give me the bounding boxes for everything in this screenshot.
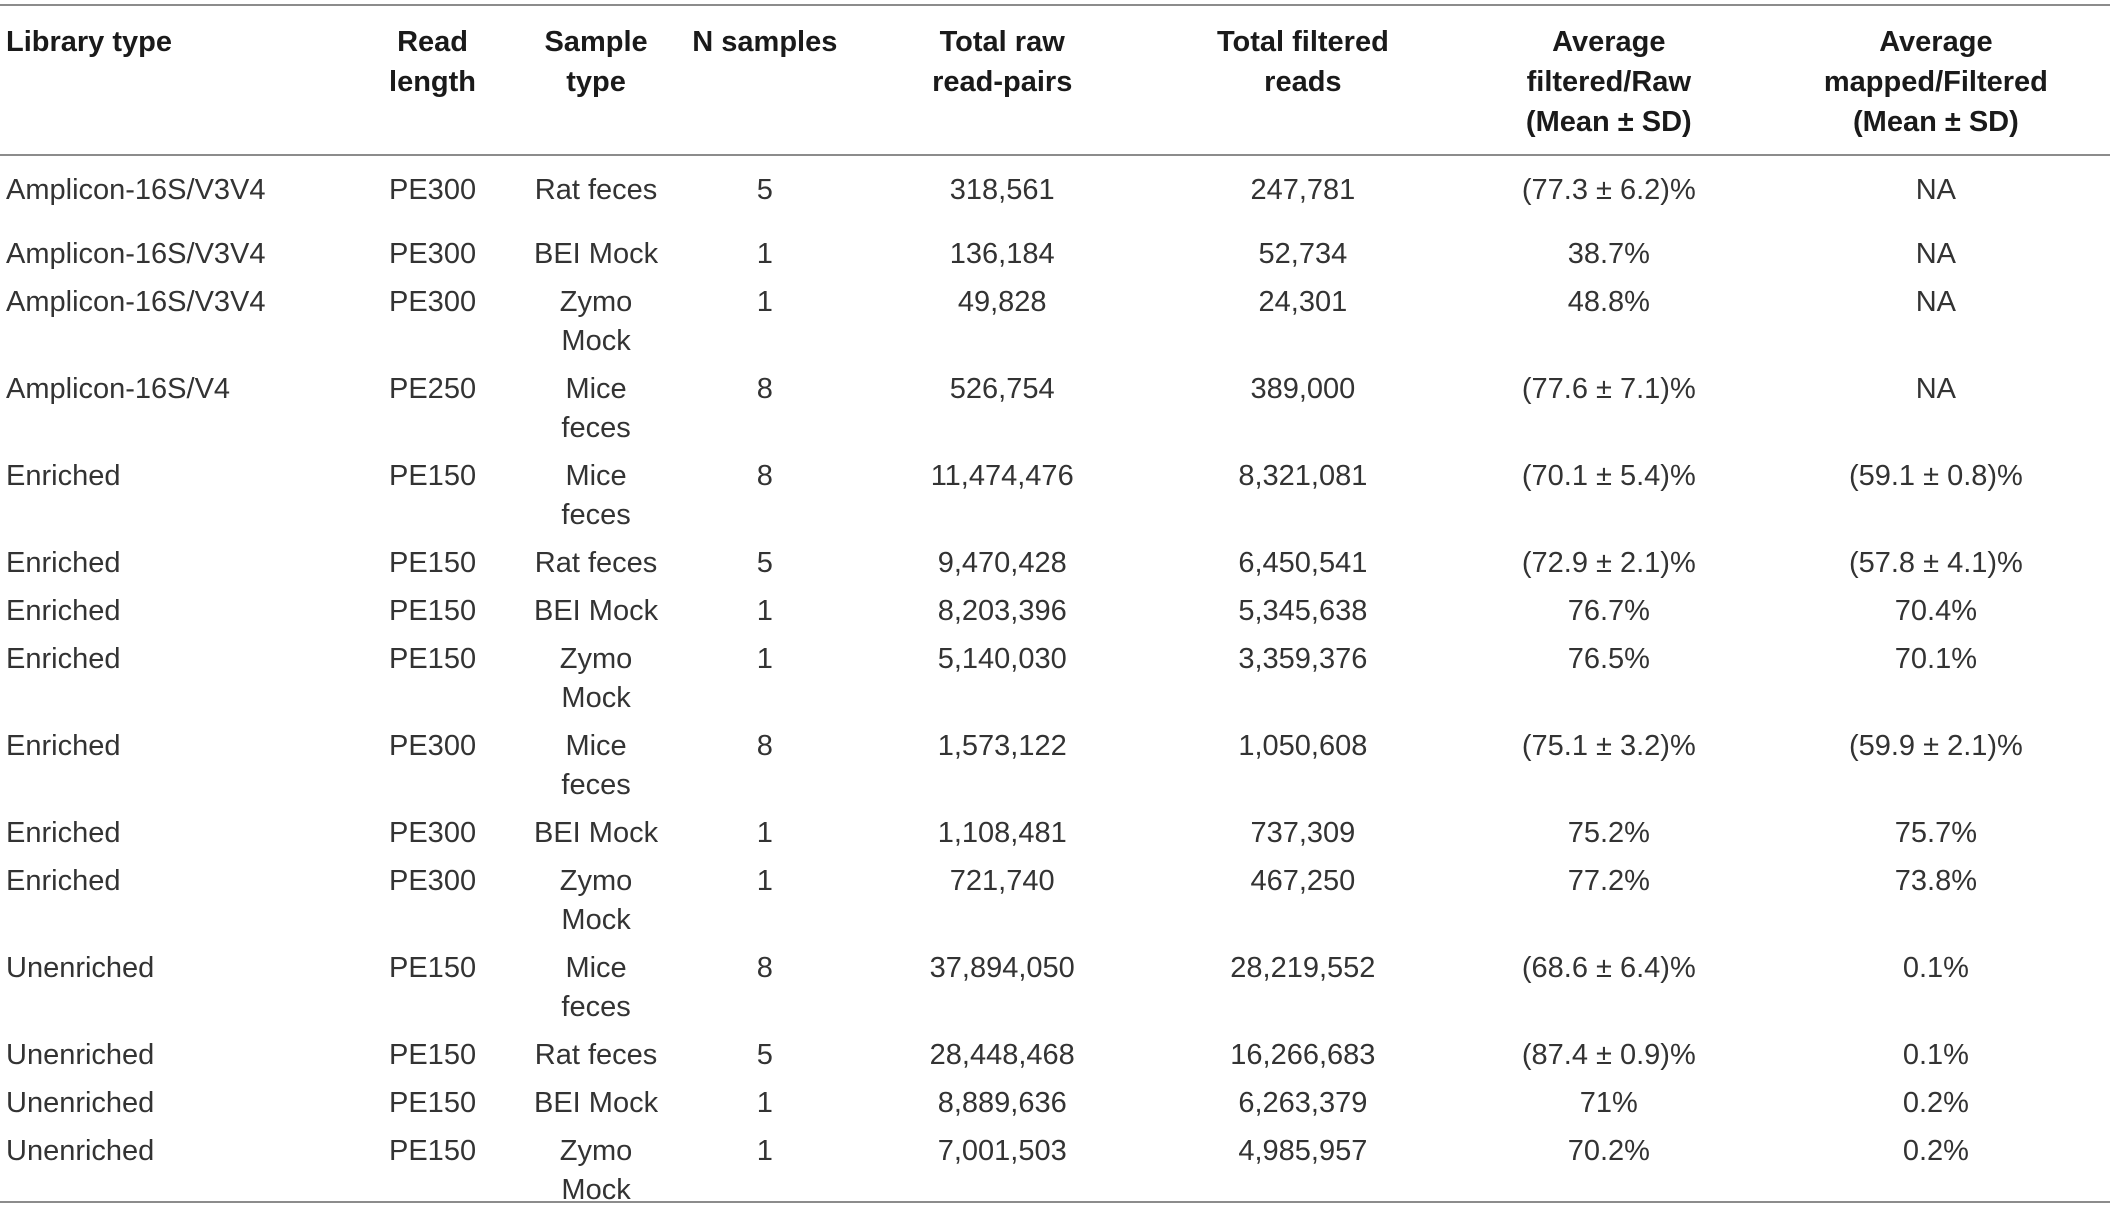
cell-library-type: Amplicon-16S/V3V4 <box>6 238 266 270</box>
cell-average-filtered-raw: 77.2% <box>1567 865 1650 897</box>
cell-sample-type: Mice feces <box>561 460 631 531</box>
cell-average-mapped-filtered: (59.9 ± 2.1)% <box>1848 730 2023 762</box>
cell-library-type: Amplicon-16S/V3V4 <box>6 174 266 206</box>
cell-read-length: PE150 <box>389 643 477 675</box>
cell-total-filtered-reads: 28,219,552 <box>1230 952 1376 984</box>
cell-read-length: PE300 <box>389 286 477 318</box>
cell-total-raw-read-pairs: 9,470,428 <box>937 547 1067 579</box>
cell-sample-type: Rat feces <box>534 547 658 579</box>
table-row <box>0 235 2110 283</box>
cell-n-samples: 5 <box>756 1039 773 1071</box>
table-row <box>0 727 2110 814</box>
cell-average-mapped-filtered: 70.4% <box>1894 595 1977 627</box>
cell-total-raw-read-pairs: 7,001,503 <box>937 1135 1067 1167</box>
cell-read-length: PE300 <box>389 174 477 206</box>
cell-read-length: PE150 <box>389 460 477 492</box>
cell-read-length: PE300 <box>389 865 477 897</box>
cell-average-filtered-raw: 76.7% <box>1567 595 1650 627</box>
cell-sample-type: Rat feces <box>534 1039 658 1071</box>
cell-n-samples: 1 <box>756 1087 773 1119</box>
header-line: read-pairs <box>932 66 1073 98</box>
table-row <box>0 814 2110 862</box>
header-line: filtered/Raw <box>1526 66 1691 98</box>
cell-sample-type: BEI Mock <box>534 595 659 627</box>
cell-total-raw-read-pairs: 49,828 <box>957 286 1047 318</box>
cell-library-type: Enriched <box>6 595 121 627</box>
cell-total-raw-read-pairs: 5,140,030 <box>937 643 1067 675</box>
cell-read-length: PE300 <box>389 238 477 270</box>
cell-sample-type: Mice feces <box>561 952 631 1023</box>
cell-read-length: PE150 <box>389 547 477 579</box>
cell-total-filtered-reads: 24,301 <box>1258 286 1348 318</box>
header-average-mapped-filtered <box>1762 6 2110 155</box>
table-row <box>0 1084 2110 1132</box>
table-row <box>0 949 2110 1036</box>
cell-library-type: Unenriched <box>6 1087 155 1119</box>
cell-average-mapped-filtered: 0.1% <box>1902 1039 1969 1071</box>
cell-sample-type: Zymo Mock <box>559 865 633 936</box>
cell-n-samples: 5 <box>756 174 773 206</box>
cell-average-filtered-raw: (77.6 ± 7.1)% <box>1521 373 1696 405</box>
cell-total-raw-read-pairs: 136,184 <box>949 238 1055 270</box>
cell-total-filtered-reads: 16,266,683 <box>1230 1039 1376 1071</box>
cell-average-filtered-raw: 38.7% <box>1567 238 1650 270</box>
header-line: (Mean ± SD) <box>1525 106 1692 138</box>
cell-average-filtered-raw: 70.2% <box>1567 1135 1650 1167</box>
cell-total-raw-read-pairs: 526,754 <box>949 373 1055 405</box>
header-line: Total filtered <box>1216 26 1389 58</box>
cell-n-samples: 5 <box>756 547 773 579</box>
cell-average-mapped-filtered: NA <box>1915 174 1957 206</box>
cell-n-samples: 8 <box>756 730 773 762</box>
header-line: length <box>389 66 477 98</box>
cell-total-filtered-reads: 6,263,379 <box>1238 1087 1368 1119</box>
cell-library-type: Enriched <box>6 547 121 579</box>
cell-read-length: PE150 <box>389 595 477 627</box>
cell-sample-type: Zymo Mock <box>559 1135 633 1206</box>
cell-sample-type: BEI Mock <box>534 1087 659 1119</box>
header-line: reads <box>1264 66 1342 98</box>
cell-average-mapped-filtered: 0.2% <box>1902 1135 1969 1167</box>
cell-library-type: Enriched <box>6 865 121 897</box>
cell-total-filtered-reads: 389,000 <box>1250 373 1356 405</box>
cell-total-filtered-reads: 467,250 <box>1250 865 1356 897</box>
cell-library-type: Enriched <box>6 730 121 762</box>
header-total-filtered-reads <box>1150 6 1456 155</box>
cell-average-filtered-raw: (70.1 ± 5.4)% <box>1521 460 1696 492</box>
cell-total-raw-read-pairs: 37,894,050 <box>929 952 1075 984</box>
table-row <box>0 457 2110 544</box>
header-read-length <box>348 6 517 155</box>
table-row <box>0 862 2110 949</box>
cell-n-samples: 1 <box>756 595 773 627</box>
header-line: type <box>566 66 626 98</box>
cell-sample-type: BEI Mock <box>534 817 659 849</box>
cell-library-type: Enriched <box>6 817 121 849</box>
table-row <box>0 592 2110 640</box>
cell-total-raw-read-pairs: 8,889,636 <box>937 1087 1067 1119</box>
cell-n-samples: 1 <box>756 817 773 849</box>
table-row <box>0 1132 2110 1219</box>
table-row <box>0 155 2110 235</box>
data-table <box>0 6 2110 1219</box>
cell-sample-type: Mice feces <box>561 730 631 801</box>
cell-total-raw-read-pairs: 721,740 <box>949 865 1055 897</box>
header-line: Total raw <box>939 26 1065 58</box>
table-header-row <box>0 6 2110 155</box>
cell-average-mapped-filtered: 70.1% <box>1894 643 1977 675</box>
cell-read-length: PE150 <box>389 952 477 984</box>
header-line: Average <box>1879 26 1993 58</box>
cell-total-raw-read-pairs: 318,561 <box>949 174 1055 206</box>
header-n-samples <box>675 6 854 155</box>
header-line: Sample <box>544 26 648 58</box>
cell-total-filtered-reads: 8,321,081 <box>1238 460 1368 492</box>
table-row <box>0 370 2110 457</box>
cell-library-type: Amplicon-16S/V3V4 <box>6 286 266 318</box>
cell-total-filtered-reads: 5,345,638 <box>1238 595 1368 627</box>
cell-n-samples: 8 <box>756 460 773 492</box>
cell-n-samples: 8 <box>756 952 773 984</box>
cell-total-filtered-reads: 6,450,541 <box>1238 547 1368 579</box>
header-line: N samples <box>692 26 838 58</box>
header-line: mapped/Filtered <box>1823 66 2048 98</box>
cell-read-length: PE150 <box>389 1039 477 1071</box>
cell-average-filtered-raw: 75.2% <box>1567 817 1650 849</box>
cell-total-filtered-reads: 737,309 <box>1250 817 1356 849</box>
cell-total-filtered-reads: 247,781 <box>1250 174 1356 206</box>
cell-library-type: Amplicon-16S/V4 <box>6 373 231 405</box>
cell-read-length: PE150 <box>389 1135 477 1167</box>
cell-total-raw-read-pairs: 1,573,122 <box>937 730 1067 762</box>
cell-n-samples: 1 <box>756 643 773 675</box>
cell-library-type: Unenriched <box>6 1135 155 1167</box>
header-total-raw-read-pairs <box>855 6 1150 155</box>
cell-average-filtered-raw: (77.3 ± 6.2)% <box>1521 174 1696 206</box>
cell-average-mapped-filtered: 73.8% <box>1894 865 1977 897</box>
cell-sample-type: Zymo Mock <box>559 643 633 714</box>
cell-n-samples: 1 <box>756 238 773 270</box>
cell-total-raw-read-pairs: 1,108,481 <box>937 817 1067 849</box>
cell-n-samples: 1 <box>756 1135 773 1167</box>
cell-average-mapped-filtered: (59.1 ± 0.8)% <box>1848 460 2023 492</box>
cell-n-samples: 8 <box>756 373 773 405</box>
cell-read-length: PE300 <box>389 817 477 849</box>
header-line: (Mean ± SD) <box>1853 106 2019 138</box>
cell-average-mapped-filtered: NA <box>1915 238 1957 270</box>
cell-total-filtered-reads: 3,359,376 <box>1238 643 1368 675</box>
cell-total-filtered-reads: 1,050,608 <box>1238 730 1368 762</box>
cell-read-length: PE300 <box>389 730 477 762</box>
table-row <box>0 1036 2110 1084</box>
cell-average-filtered-raw: 71% <box>1579 1087 1638 1119</box>
cell-sample-type: Mice feces <box>561 373 631 444</box>
cell-n-samples: 1 <box>756 865 773 897</box>
table-body <box>0 155 2110 1219</box>
header-sample-type <box>517 6 675 155</box>
cell-sample-type: BEI Mock <box>534 238 659 270</box>
cell-total-filtered-reads: 4,985,957 <box>1238 1135 1368 1167</box>
cell-average-filtered-raw: (68.6 ± 6.4)% <box>1521 952 1696 984</box>
header-average-filtered-raw <box>1456 6 1762 155</box>
cell-n-samples: 1 <box>756 286 773 318</box>
cell-total-raw-read-pairs: 11,474,476 <box>930 460 1074 492</box>
cell-average-mapped-filtered: 75.7% <box>1894 817 1977 849</box>
cell-library-type: Unenriched <box>6 952 155 984</box>
header-line: Library type <box>6 26 172 58</box>
cell-average-filtered-raw: 76.5% <box>1567 643 1650 675</box>
cell-average-mapped-filtered: (57.8 ± 4.1)% <box>1848 547 2023 579</box>
header-line: Average <box>1552 26 1666 58</box>
cell-average-filtered-raw: (75.1 ± 3.2)% <box>1521 730 1696 762</box>
cell-average-filtered-raw: 48.8% <box>1567 286 1650 318</box>
cell-total-raw-read-pairs: 28,448,468 <box>929 1039 1075 1071</box>
cell-sample-type: Zymo Mock <box>559 286 633 357</box>
cell-total-raw-read-pairs: 8,203,396 <box>937 595 1067 627</box>
table-row <box>0 544 2110 592</box>
cell-library-type: Enriched <box>6 643 121 675</box>
cell-average-mapped-filtered: NA <box>1915 286 1957 318</box>
header-line: Read <box>397 26 468 58</box>
cell-average-mapped-filtered: NA <box>1915 373 1957 405</box>
cell-total-filtered-reads: 52,734 <box>1258 238 1348 270</box>
cell-average-mapped-filtered: 0.2% <box>1902 1087 1969 1119</box>
table-row <box>0 283 2110 370</box>
cell-average-filtered-raw: (87.4 ± 0.9)% <box>1521 1039 1696 1071</box>
cell-sample-type: Rat feces <box>534 174 658 206</box>
cell-average-mapped-filtered: 0.1% <box>1902 952 1969 984</box>
cell-read-length: PE250 <box>389 373 477 405</box>
cell-read-length: PE150 <box>389 1087 477 1119</box>
table-row <box>0 640 2110 727</box>
cell-library-type: Enriched <box>6 460 121 492</box>
cell-library-type: Unenriched <box>6 1039 155 1071</box>
header-library-type <box>0 6 348 155</box>
cell-average-filtered-raw: (72.9 ± 2.1)% <box>1521 547 1696 579</box>
